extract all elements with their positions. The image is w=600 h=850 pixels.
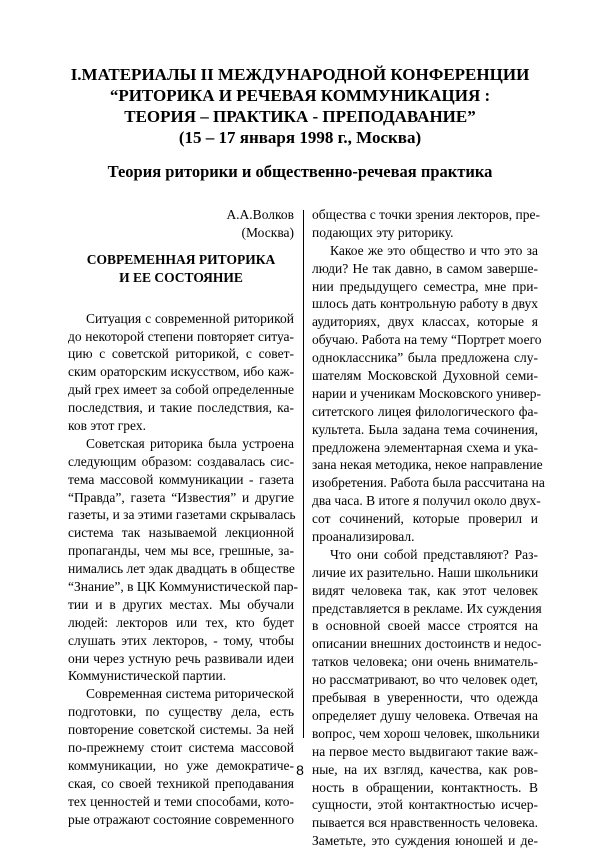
text-line: представляется в рекламе. Их суждения [312, 600, 542, 616]
text-line: людей: лекторов или тех, кто будет [68, 614, 294, 630]
text-line: повторение советской системы. За ней [68, 722, 294, 738]
text-line: ность в обращении, контактность. В [312, 779, 538, 795]
text-line: личие их разительно. Наши школьники [312, 564, 539, 580]
text-line: тема массовой коммуникации - газета [68, 471, 294, 487]
conference-header [40, 64, 560, 148]
text-line: они через устную речь развивали идеи [68, 650, 294, 666]
text-line: до некоторой степени повторяет ситуа- [68, 328, 294, 344]
text-line: два часа. В итоге я получил около двух- [312, 493, 541, 509]
text-line: последствия, и такие последствия, ка- [68, 400, 294, 416]
article-title-line-2: И ЕЕ СОСТОЯНИЕ [119, 269, 243, 285]
article-title-line-1: СОВРЕМЕННАЯ РИТОРИКА [86, 251, 276, 267]
author-name: А.А.Волков [226, 207, 294, 222]
text-line: “Знание”, в ЦК Коммунистической пар- [68, 578, 299, 594]
text-line: подготовки, по существу дела, есть [68, 704, 294, 720]
article-title [68, 251, 294, 287]
header-line-3: ТЕОРИЯ – ПРАКТИКА - ПРЕПОДАВАНИЕ” [124, 107, 476, 126]
text-line: предложена элементарная схема и ука- [312, 439, 538, 455]
text-line: пропаганды, чем мы все, грешные, за- [68, 543, 294, 559]
left-column [68, 206, 299, 828]
text-line: по-прежнему стоит система массовой [68, 740, 294, 755]
column-divider [303, 210, 304, 738]
text-line: Современная система риторической [86, 686, 294, 702]
text-line: но рассматривают, во что человек одет, [312, 672, 538, 688]
text-line: в основной своей массе строятся на [312, 618, 538, 634]
text-line: проанализировал. [312, 529, 415, 545]
text-line: ситетского лицея филологического фа- [312, 403, 538, 419]
text-line: ская, со своей техникой преподавания [68, 775, 294, 791]
text-line: изобретения. Работа была рассчитана на [312, 475, 545, 491]
text-line: Что они собой представляют? Раз- [330, 546, 538, 562]
text-line: люди? Не так давно, в самом заверше- [312, 260, 538, 276]
text-line: видят человека так, как этот человек [312, 582, 538, 598]
author-place: (Москва) [241, 224, 294, 240]
text-line: “Правда”, газета “Известия” и другие [68, 489, 294, 505]
text-line: подающих эту риторику. [312, 224, 454, 240]
header-line-1: I.МАТЕРИАЛЫ II МЕЖДУНАРОДНОЙ КОНФЕРЕНЦИИ [70, 65, 530, 84]
text-line: татков человека; они очень вниматель- [312, 654, 538, 670]
text-line: шлось дать контрольную работу в двух [312, 296, 538, 312]
text-line: тех ценностей и теми способами, кото- [68, 793, 294, 809]
text-line: аудиториях, двух классах, которые я [312, 314, 538, 330]
text-line: вопрос, чем хорош человек, школьники [312, 725, 540, 741]
text-line: зана некая методика, некое направление [312, 457, 543, 473]
text-line: культета. Была задана тема сочинения, [312, 421, 538, 437]
text-line: рые отражают состояние современного [68, 811, 294, 827]
text-line: цию с советской риторикой, с совет- [68, 346, 294, 362]
text-line: Коммунистической партии. [68, 668, 227, 684]
text-line: пребывая в уверенности, что одежда [312, 690, 538, 706]
text-line: сот сочинений, которые проверил и [312, 511, 538, 527]
text-line: система так называемой лекционной [68, 525, 294, 541]
section-heading: Теория риторики и общественно-речевая практика [107, 162, 493, 181]
text-line: нарии и ученикам Московского универ- [312, 385, 541, 401]
text-line: Какое же это общество и что это за [330, 242, 538, 258]
text-line: пывается вся нравственность человека. [312, 815, 538, 831]
text-line: следующим образом: создавалась сис- [68, 453, 294, 469]
text-line: дый грех имеет за собой определенные [68, 382, 294, 398]
text-line: слушать этих лекторов, - тому, чтобы [68, 632, 294, 648]
page-number: 8 [296, 762, 304, 778]
text-line: Заметьте, это суждения юношей и де- [312, 833, 538, 849]
header-line-2: “РИТОРИКА И РЕЧЕВАЯ КОММУНИКАЦИЯ : [109, 86, 491, 105]
text-line: ные, на их взгляд, качества, как ров- [312, 761, 538, 777]
text-line: Советская риторика была устроена [86, 435, 294, 451]
text-line: газеты, и за этими газетами скрывалась [68, 507, 296, 523]
text-line: на первое место выдвигают такие важ- [312, 743, 538, 759]
author-block [68, 206, 294, 242]
text-line: Ситуация с современной риторикой [86, 310, 294, 326]
text-line: сущности, этой контактностью исчер- [312, 797, 538, 813]
text-line: определяет душу человека. Отвечая на [312, 707, 538, 723]
text-line: общества с точки зрения лекторов, пре- [312, 207, 541, 222]
header-line-4: (15 – 17 января 1998 г., Москва) [178, 128, 422, 147]
text-line: ским ораторским искусством, ибо каж- [68, 364, 294, 380]
text-line: описании внешних достоинств и недос- [312, 636, 542, 652]
text-line: обучаю. Работа на тему “Портрет моего [312, 332, 542, 348]
right-column [312, 206, 545, 850]
text-line: нии предыдущего семестра, мне при- [312, 278, 538, 294]
left-text [68, 310, 299, 829]
text-line: нимались лет эдак двадцать в обществе [68, 561, 295, 577]
text-line: шателям Московской Духовной семи- [312, 368, 538, 384]
text-line: тии и в других местах. Мы обучали [68, 596, 294, 612]
text-line: коммуникации, но уже демократиче- [68, 757, 294, 773]
text-line: одноклассника” была предложена слу- [312, 350, 538, 366]
text-line: ков этот грех. [68, 417, 146, 433]
